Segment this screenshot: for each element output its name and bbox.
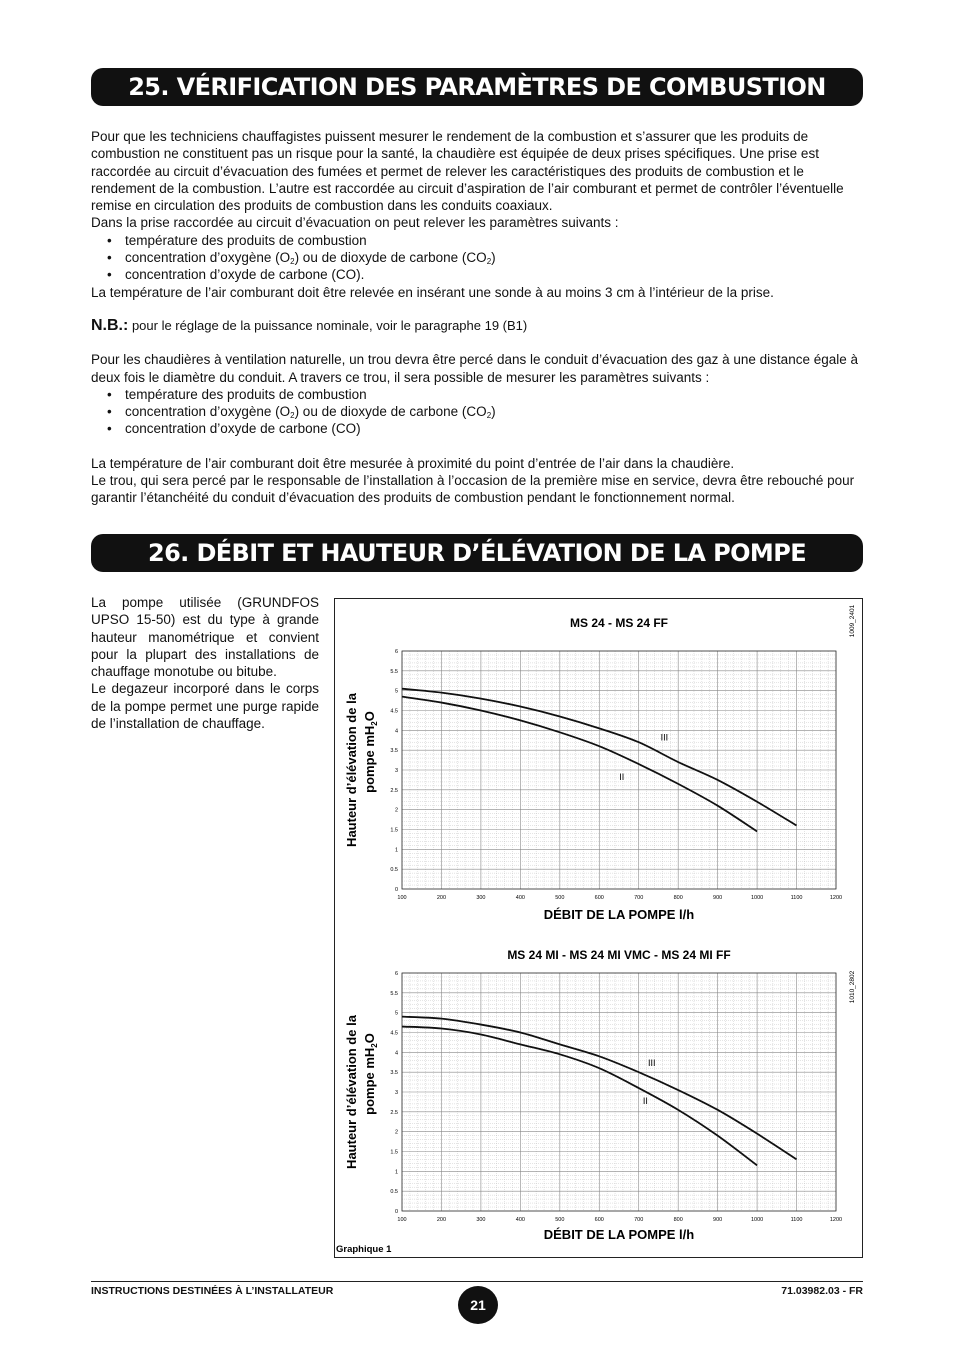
bullet-text-a: concentration d’oxygène (O [125, 404, 291, 420]
chart-title: MS 24 - MS 24 FF [569, 616, 669, 630]
y-tick-label: 0.5 [390, 1189, 398, 1196]
y-tick-label: 3 [394, 768, 398, 774]
series-label: II [642, 1095, 648, 1106]
lead-paragraph: Dans la prise raccordée au circuit d’évacuation on peut relever les paramètres suivants : [91, 215, 619, 231]
nb-note [91, 317, 863, 334]
x-tick-label: 1200 [829, 895, 843, 901]
subscript: 2 [290, 257, 295, 267]
subscript: 2 [486, 411, 492, 421]
subscript: 2 [290, 411, 295, 421]
footer-rule [91, 1281, 863, 1282]
y-tick-label: 4.5 [390, 708, 398, 715]
series-label: II [619, 771, 625, 782]
bullet-text-c: ) [491, 250, 496, 266]
page-number-badge [458, 1286, 498, 1324]
bullet-text: température des produits de combustion [125, 232, 367, 248]
bullet-text: température des produits de combustion [125, 386, 367, 402]
pump-description [91, 594, 319, 732]
y-tick-label: 5.5 [390, 990, 398, 997]
nb-text: pour le réglage de la puissance nominale, voir le paragraphe 19 (B1) [128, 317, 528, 333]
chart-title: MS 24 MI - MS 24 MI VMC - MS 24 MI FF [507, 948, 731, 962]
y-tick-label: 1 [394, 847, 398, 854]
pump-curves-svg [335, 599, 862, 1257]
x-tick-label: 900 [713, 895, 723, 901]
list-item [91, 249, 863, 266]
x-tick-label: 1000 [750, 895, 764, 901]
series-line-ii [402, 1027, 757, 1166]
y-tick-label: 1.5 [390, 827, 398, 834]
y-tick-label: 2 [394, 1129, 398, 1136]
y-tick-label: 2 [394, 807, 398, 814]
series-line-ii [402, 697, 757, 832]
x-tick-label: 400 [515, 895, 525, 901]
bullet-text-b: ) ou de dioxyde de carbone (CO [294, 404, 487, 420]
y-tick-label: 1 [394, 1169, 398, 1176]
measured-parameters-list [91, 232, 863, 284]
pump-paragraph-1: La pompe utilisée (GRUNDFOS UPSO 15-50) est du type à grande hauteur manométrique et convient pour la plupart des installations de chauffage monotube ou bitube. [91, 595, 319, 680]
x-tick-label: 1000 [750, 1217, 764, 1223]
y-tick-label: 0 [394, 1209, 398, 1215]
y-tick-label: 3 [394, 1090, 398, 1096]
bullet-text-a: concentration d’oxygène (O [125, 250, 291, 266]
y-axis-label-end: O [362, 1033, 377, 1044]
bullet-text-b: ) ou de dioxyde de carbone (CO [294, 250, 487, 266]
x-tick-label: 100 [397, 895, 407, 901]
section-25-body [91, 128, 863, 507]
x-axis-label: DÉBIT DE LA POMPE l/h [543, 907, 695, 922]
nb-label: N.B.: [91, 316, 129, 334]
y-tick-label: 2.5 [390, 787, 398, 794]
list-item [91, 232, 863, 249]
closing-paragraph-1: La température de l’air comburant doit être mesurée à proximité du point d’entrée de l’air dans la chaudière. [91, 455, 735, 471]
closing-paragraph-2: Le trou, qui sera percé par le responsable de l’installation à l’occasion de la première mise en service, devra être rebouché pour garantir l’étanchéité du conduit d’évacuation des produits de combustion pendant le fonctionnement normal. [91, 473, 855, 506]
y-axis-label-line1: Hauteur d’élévation de la [344, 1015, 359, 1169]
list-item [91, 266, 863, 283]
y-tick-label: 3.5 [390, 748, 398, 755]
y-axis-label-end: O [362, 711, 377, 722]
y-axis-label-line2 [362, 1033, 379, 1115]
y-tick-label: 5 [394, 1010, 398, 1017]
x-tick-label: 100 [397, 1217, 407, 1223]
x-tick-label: 300 [476, 1217, 486, 1223]
footer-left-text: INSTRUCTIONS DESTINÉES À L’INSTALLATEUR [91, 1285, 334, 1297]
list-item [91, 420, 863, 437]
bullet-text: concentration d’oxyde de carbone (CO) [125, 421, 361, 437]
y-axis-label-text: pompe mH [362, 1047, 377, 1115]
x-tick-label: 700 [634, 1217, 644, 1223]
list-item [91, 403, 863, 420]
series-label: III [660, 732, 669, 743]
series-label: III [647, 1058, 656, 1069]
y-tick-label: 6 [394, 971, 398, 977]
section-25-title: 25. VÉRIFICATION DES PARAMÈTRES DE COMBUSTION [128, 73, 826, 101]
x-tick-label: 1200 [829, 1217, 843, 1223]
x-tick-label: 500 [555, 1217, 565, 1223]
x-tick-label: 900 [713, 1217, 723, 1223]
y-axis-label-text: pompe mH [362, 725, 377, 793]
bullet-text: concentration d’oxyde de carbone (CO). [125, 267, 365, 283]
x-tick-label: 800 [673, 1217, 683, 1223]
chart-code: 1010_2802 [849, 970, 856, 1004]
y-axis-label-line1: Hauteur d’élévation de la [344, 693, 359, 847]
x-tick-label: 700 [634, 895, 644, 901]
section-26-title-banner [91, 534, 863, 572]
intro-paragraph: Pour que les techniciens chauffagistes puissent mesurer le rendement de la combustion et s’assurer que les produits de combustion ne constituent pas un risque pour la santé, la chaudière est équipée de deux prises spécifiques. Une prise est raccordée au circuit d’évacuation des fumées et permet de relever les caractéristiques des produits de combustion et le rendement de la combustion. L’autre est raccordée au circuit d’aspiration de l’air comburant et permet de contrôler l’éventuelle remise en circulation des produits de combustion dans les conduits coaxiaux. [91, 129, 844, 214]
figure-caption: Graphique 1 [336, 1244, 392, 1255]
x-tick-label: 800 [673, 895, 683, 901]
x-tick-label: 400 [515, 1217, 525, 1223]
y-tick-label: 4 [394, 1050, 398, 1057]
y-tick-label: 4.5 [390, 1030, 398, 1037]
x-tick-label: 500 [555, 895, 565, 901]
list-item [91, 386, 863, 403]
y-tick-label: 5 [394, 688, 398, 695]
y-axis-label-subscript: 2 [370, 721, 379, 726]
y-axis-label-line2 [362, 711, 379, 793]
y-tick-label: 2.5 [390, 1109, 398, 1116]
y-tick-label: 0.5 [390, 867, 398, 874]
pump-curves-figure [334, 598, 863, 1258]
section-26-title: 26. DÉBIT ET HAUTEUR D’ÉLÉVATION DE LA POMPE [147, 539, 807, 567]
footer-document-code: 71.03982.03 - FR [781, 1285, 863, 1297]
y-tick-label: 3.5 [390, 1070, 398, 1077]
x-axis-label: DÉBIT DE LA POMPE l/h [543, 1227, 695, 1242]
x-tick-label: 1100 [790, 1217, 803, 1223]
natural-parameters-list [91, 386, 863, 438]
section-25-title-banner [91, 68, 863, 106]
page-number: 21 [470, 1297, 486, 1313]
y-tick-label: 4 [394, 728, 398, 735]
bullet-text-c: ) [491, 404, 496, 420]
y-tick-label: 0 [394, 887, 398, 893]
x-tick-label: 200 [436, 895, 447, 901]
y-axis-label-subscript: 2 [370, 1043, 379, 1048]
air-temperature-paragraph: La température de l’air comburant doit être relevée en insérant une sonde à au moins 3 cm à l’intérieur de la prise. [91, 284, 774, 300]
subscript: 2 [486, 257, 492, 267]
x-tick-label: 200 [436, 1217, 447, 1223]
x-tick-label: 600 [594, 895, 604, 901]
natural-ventilation-paragraph: Pour les chaudières à ventilation naturelle, un trou devra être percé dans le conduit d’évacuation des gaz à une distance égale à deux fois le diamètre du conduit. A travers ce trou, il sera possible de mesurer les paramètres suivants : [91, 352, 859, 385]
x-tick-label: 600 [594, 1217, 604, 1223]
chart-code: 1009_2401 [849, 604, 856, 638]
y-tick-label: 1.5 [390, 1149, 398, 1156]
pump-paragraph-2: Le degazeur incorporé dans le corps de la pompe permet une purge rapide de l’installation de chauffage. [91, 681, 319, 732]
x-tick-label: 1100 [790, 895, 803, 901]
x-tick-label: 300 [476, 895, 486, 901]
y-tick-label: 6 [394, 649, 398, 655]
y-tick-label: 5.5 [390, 668, 398, 675]
